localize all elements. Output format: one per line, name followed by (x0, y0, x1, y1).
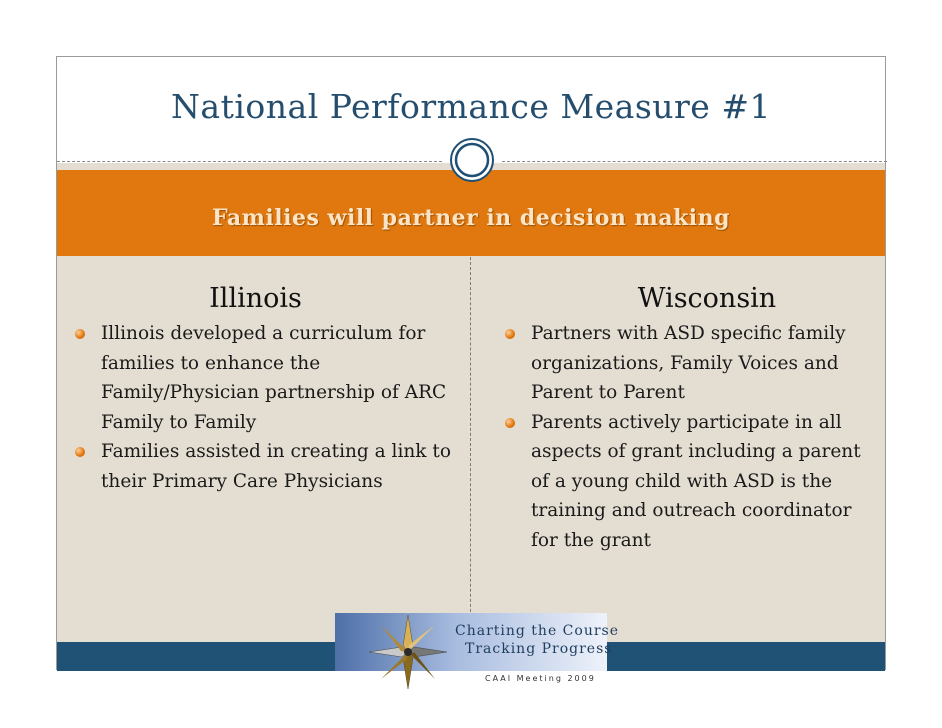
slide-subtitle: Families will partner in decision making (211, 205, 731, 231)
bullet-icon (75, 329, 85, 339)
bullet-icon (75, 447, 85, 457)
column-divider (470, 257, 471, 637)
wisconsin-column (497, 283, 877, 555)
logo-line-1: Charting the Course (455, 623, 619, 639)
list-item (497, 319, 877, 408)
list-item (67, 437, 462, 496)
logo-meeting-label: CAAI Meeting 2009 (485, 674, 596, 683)
title-divider-right (502, 161, 887, 162)
compass-rose-icon (363, 613, 453, 691)
bullet-text: Parents actively participate in all aspects of grant including a parent of a young child with ASD is the training and outreach coordinator for the grant (531, 411, 861, 551)
illinois-heading: Illinois (209, 283, 302, 314)
wisconsin-bullet-list (497, 319, 877, 555)
bullet-text: Illinois developed a curriculum for families to enhance the Family/Physician partnership of ARC Family to Family (101, 323, 447, 433)
illinois-bullet-list (67, 319, 462, 496)
bullet-icon (505, 329, 515, 339)
bullet-text: Families assisted in creating a link to their Primary Care Physicians (101, 441, 451, 492)
slide (56, 56, 886, 683)
list-item (67, 319, 462, 437)
ring-ornament-icon (449, 137, 495, 183)
wisconsin-heading: Wisconsin (637, 283, 777, 314)
title-divider-left (57, 161, 442, 162)
conference-logo (335, 613, 619, 691)
bullet-text: Partners with ASD specific family organizations, Family Voices and Parent to Parent (531, 323, 846, 403)
bullet-icon (505, 418, 515, 428)
logo-line-2: Tracking Progress (465, 641, 613, 657)
list-item (497, 408, 877, 556)
slide-title: National Performance Measure #1 (171, 87, 771, 126)
illinois-column (67, 283, 462, 496)
